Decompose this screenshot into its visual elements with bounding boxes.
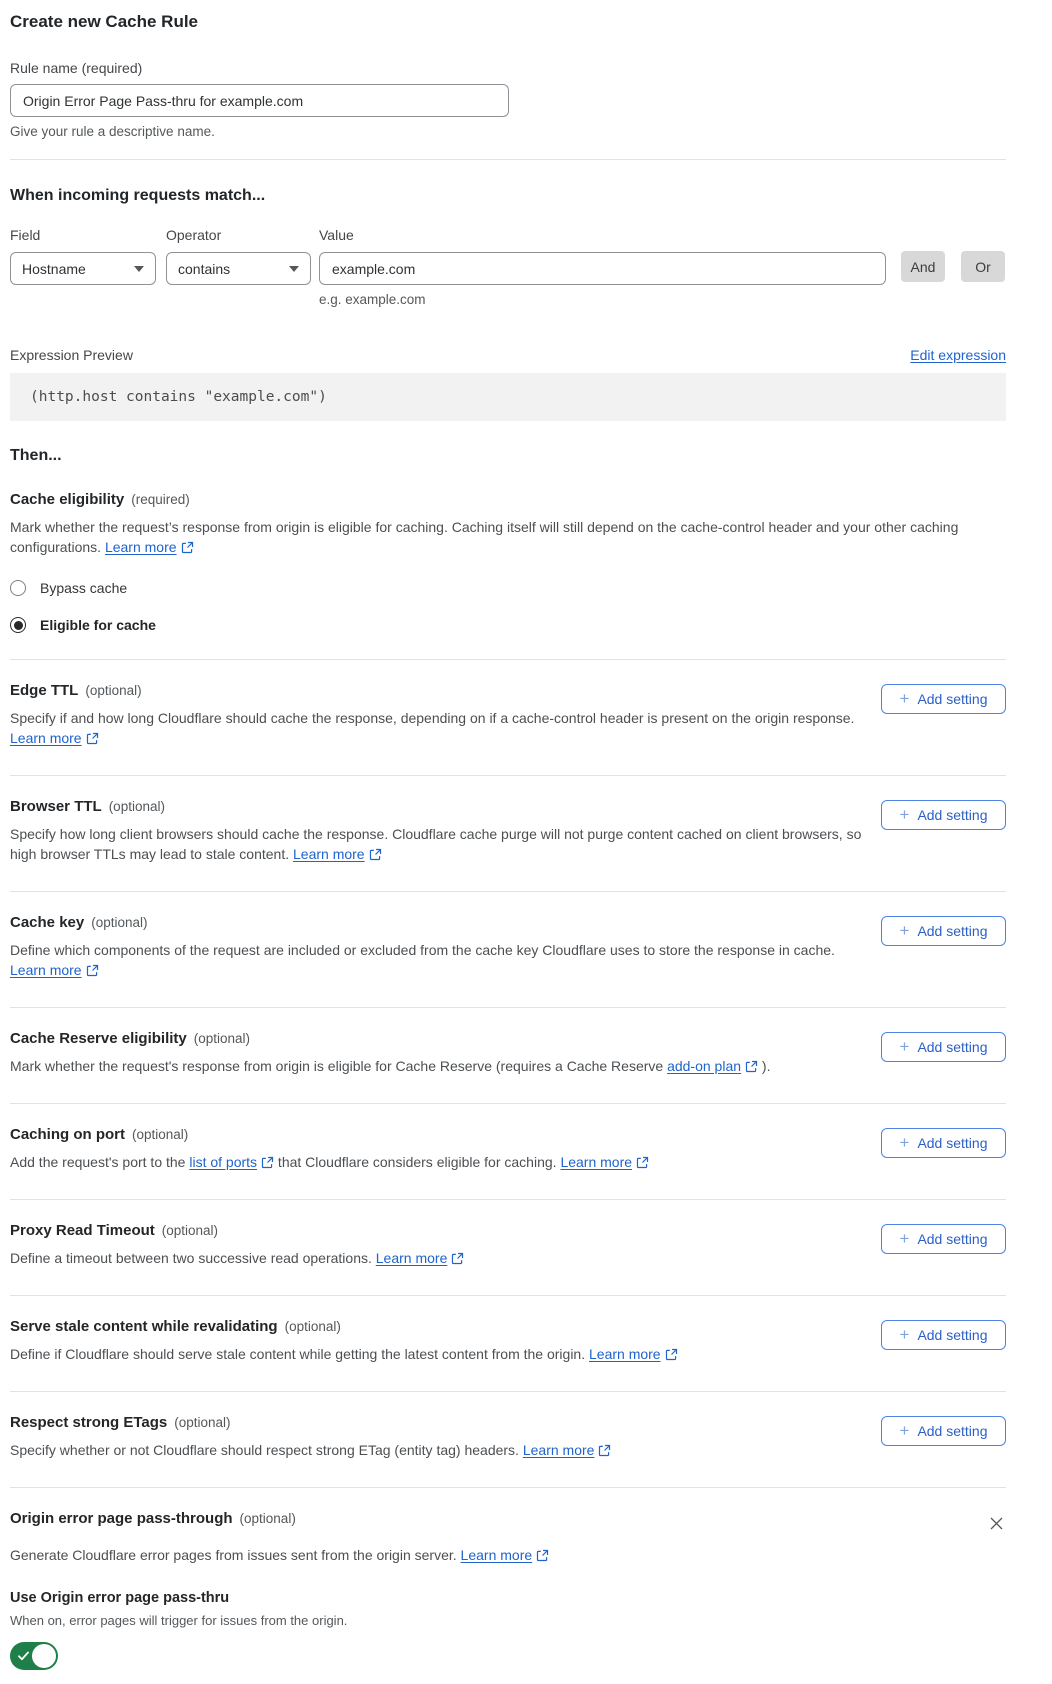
setting-section: [10, 775, 1006, 891]
section-title: Proxy Read Timeout: [10, 1222, 155, 1239]
optional-badge: (optional): [91, 915, 148, 930]
section-title: Cache key: [10, 914, 85, 931]
inline-link[interactable]: Learn more: [104, 539, 177, 555]
close-icon[interactable]: [987, 1514, 1006, 1536]
section-description: Specify if and how long Cloudflare should cache the response, depending on if a cache-control header is present on the origin response. Learn more: [10, 710, 855, 746]
section-description: Specify whether or not Cloudflare should respect strong ETag (entity tag) headers. Learn more: [10, 1440, 868, 1460]
rule-name-group: [10, 60, 1006, 139]
setting-section: [10, 1103, 1006, 1199]
external-link-icon: [745, 1060, 758, 1073]
add-setting-button[interactable]: [881, 800, 1006, 830]
setting-section: [10, 891, 1006, 1007]
origin-error-title: Origin error page pass-through: [10, 1510, 233, 1527]
inline-link[interactable]: Learn more: [375, 1250, 448, 1266]
optional-badge: (optional): [85, 683, 142, 698]
cache-eligibility-title: Cache eligibility: [10, 491, 125, 508]
add-setting-label: Add setting: [917, 691, 988, 707]
inline-link[interactable]: Learn more: [522, 1442, 595, 1458]
plus-icon: +: [899, 1325, 910, 1344]
expression-header: [10, 347, 1006, 363]
setting-section: [10, 659, 1006, 775]
cache-eligibility-description: Mark whether the request’s response from origin is eligible for caching. Caching itself will still depend on the cache-control header and your other caching configurations. Learn more: [10, 519, 959, 555]
match-block: [10, 187, 1006, 307]
add-setting-label: Add setting: [917, 923, 988, 939]
plus-icon: +: [899, 921, 910, 940]
section-description: Mark whether the request's response from origin is eligible for Cache Reserve (requires a Cache Reserve add-on plan ).: [10, 1058, 771, 1074]
and-button[interactable]: And: [901, 251, 945, 282]
add-setting-label: Add setting: [917, 1327, 988, 1343]
add-setting-label: Add setting: [917, 1039, 988, 1055]
rule-name-input[interactable]: [10, 84, 509, 117]
section-description: Specify how long client browsers should cache the response. Cloudflare cache purge will not purge content cached on client browsers, so high browser TTLs may lead to stale content. Learn more: [10, 826, 862, 862]
edit-expression-link[interactable]: Edit expression: [910, 347, 1006, 363]
add-setting-button[interactable]: [881, 1032, 1006, 1062]
origin-error-description: Generate Cloudflare error pages from issues sent from the origin server. Learn more: [10, 1545, 1006, 1565]
external-link-icon: [598, 1444, 611, 1457]
cache-eligibility-block: [10, 491, 1006, 633]
external-link-icon: [86, 964, 99, 977]
radio-option-eligible-for-cache[interactable]: [10, 617, 1006, 633]
section-description: Define which components of the request are included or excluded from the cache key Cloudflare uses to store the response in cache. Learn more: [10, 942, 835, 978]
add-setting-label: Add setting: [917, 1135, 988, 1151]
optional-settings-list: [10, 659, 1006, 1487]
section-title: Caching on port: [10, 1126, 125, 1143]
external-link-icon: [261, 1156, 274, 1169]
value-helper: e.g. example.com: [319, 292, 426, 307]
inline-link[interactable]: Learn more: [460, 1547, 533, 1563]
section-title: Browser TTL: [10, 798, 102, 815]
plus-icon: +: [899, 805, 910, 824]
section-title: Cache Reserve eligibility: [10, 1030, 187, 1047]
external-link-icon: [181, 541, 194, 554]
rule-name-helper: Give your rule a descriptive name.: [10, 124, 215, 139]
optional-badge: (optional): [193, 1031, 251, 1046]
value-label: Value: [319, 227, 354, 243]
required-badge: (required): [131, 492, 190, 507]
external-link-icon: [369, 848, 382, 861]
add-setting-label: Add setting: [917, 1231, 988, 1247]
chevron-down-icon: [134, 266, 144, 272]
operator-label: Operator: [166, 227, 222, 243]
external-link-icon: [636, 1156, 649, 1169]
inline-link[interactable]: add-on plan: [667, 1058, 742, 1074]
optional-badge: (optional): [132, 1127, 189, 1142]
plus-icon: +: [899, 1229, 910, 1248]
expression-code-block: (http.host contains "example.com"): [10, 373, 1006, 421]
setting-section: [10, 1199, 1006, 1295]
operator-group: [166, 227, 311, 285]
plus-icon: +: [899, 1133, 910, 1152]
inline-link[interactable]: Learn more: [560, 1154, 633, 1170]
external-link-icon: [86, 732, 99, 745]
origin-error-page-section: [10, 1488, 1006, 1670]
radio-label: Eligible for cache: [40, 617, 156, 633]
radio-label: Bypass cache: [40, 580, 128, 596]
add-setting-label: Add setting: [917, 1423, 988, 1439]
origin-error-toggle-helper: When on, error pages will trigger for issues from the origin.: [10, 1613, 348, 1628]
inline-link[interactable]: Learn more: [10, 730, 82, 746]
value-group: [319, 227, 886, 307]
add-setting-button[interactable]: [881, 1128, 1006, 1158]
origin-error-toggle[interactable]: [10, 1642, 58, 1670]
optional-badge: (optional): [284, 1319, 341, 1334]
external-link-icon: [665, 1348, 678, 1361]
setting-section: [10, 1391, 1006, 1487]
plus-icon: +: [899, 1037, 910, 1056]
setting-section: [10, 1007, 1006, 1103]
operator-select-value: contains: [178, 260, 231, 277]
optional-badge: (optional): [174, 1415, 231, 1430]
section-title: Serve stale content while revalidating: [10, 1318, 278, 1335]
add-setting-button[interactable]: [881, 684, 1006, 714]
add-setting-button[interactable]: [881, 1416, 1006, 1446]
radio-icon[interactable]: [10, 580, 26, 596]
radio-option-bypass-cache[interactable]: [10, 580, 1006, 596]
section-description: Define if Cloudflare should serve stale content while getting the latest content from the origin. Learn more: [10, 1344, 868, 1364]
optional-badge: (optional): [239, 1511, 296, 1526]
page-title: Create new Cache Rule: [10, 12, 199, 31]
add-setting-button[interactable]: [881, 1224, 1006, 1254]
optional-badge: (optional): [161, 1223, 219, 1238]
section-description: Define a timeout between two successive read operations. Learn more: [10, 1248, 868, 1268]
match-heading: When incoming requests match...: [10, 187, 266, 204]
external-link-icon: [536, 1549, 549, 1562]
origin-error-toggle-label: Use Origin error page pass-thru: [10, 1590, 230, 1606]
check-icon: [18, 1651, 29, 1661]
external-link-icon: [451, 1252, 464, 1265]
plus-icon: +: [899, 689, 910, 708]
optional-badge: (optional): [108, 799, 165, 814]
add-setting-button[interactable]: [881, 1320, 1006, 1350]
field-select-value: Hostname: [22, 260, 86, 277]
inline-link[interactable]: list of ports: [189, 1154, 258, 1170]
or-button[interactable]: Or: [961, 251, 1005, 282]
rule-name-label: Rule name (required): [10, 60, 143, 76]
then-heading: Then...: [10, 447, 62, 464]
field-select[interactable]: [10, 252, 156, 285]
section-title: Edge TTL: [10, 682, 79, 699]
setting-section: [10, 1295, 1006, 1391]
operator-select[interactable]: [166, 252, 311, 285]
inline-link[interactable]: Learn more: [10, 962, 82, 978]
chevron-down-icon: [289, 266, 299, 272]
add-setting-button[interactable]: [881, 916, 1006, 946]
section-description: Add the request's port to the list of ports that Cloudflare considers eligible for caching. Learn more: [10, 1152, 868, 1172]
plus-icon: +: [899, 1421, 910, 1440]
expression-preview-label: Expression Preview: [10, 347, 133, 363]
toggle-knob: [32, 1644, 56, 1668]
add-setting-label: Add setting: [917, 807, 988, 823]
divider: [10, 159, 1006, 160]
inline-link[interactable]: Learn more: [589, 1346, 661, 1362]
radio-selected-icon[interactable]: [10, 617, 26, 633]
inline-link[interactable]: Learn more: [293, 846, 365, 862]
field-group: [10, 227, 156, 285]
value-input[interactable]: [319, 252, 886, 285]
section-title: Respect strong ETags: [10, 1414, 168, 1431]
field-label: Field: [10, 227, 41, 243]
